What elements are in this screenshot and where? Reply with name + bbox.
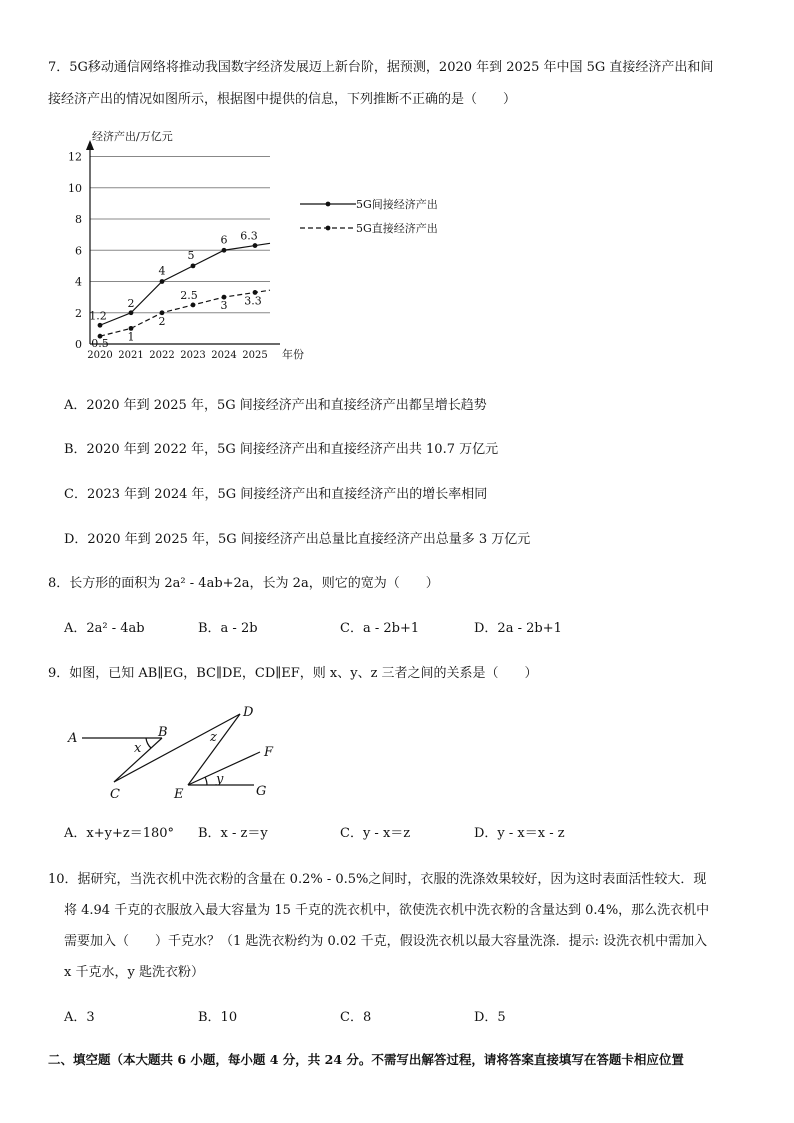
data-label: 3.3 — [244, 294, 262, 308]
line-de — [188, 714, 240, 785]
q10-stem-line3: 需要加入（ ）千克水？（1 匙洗衣粉约为 0.02 千克，假设洗衣机以最大容量洗涤．提示: 设洗衣机中需加入 — [64, 934, 708, 949]
data-point — [253, 243, 258, 248]
legend-label: 5G间接经济产出 — [356, 198, 438, 211]
q7-option-b[interactable]: B．2020 年到 2022 年，5G 间接经济产出和直接经济产出共 10.7 万亿元 — [64, 442, 499, 457]
q8-option-c[interactable]: C．a - 2b+1 — [340, 621, 420, 636]
x-tick-label: 2021 — [118, 350, 144, 361]
y-tick-label: 2 — [75, 306, 82, 320]
legend-marker — [326, 226, 331, 231]
data-label: 4 — [158, 264, 166, 278]
angle-x-arc — [146, 738, 151, 748]
q7-option-d[interactable]: D．2020 年到 2025 年，5G 间接经济产出总量比直接经济产出总量多 3 万亿元 — [64, 532, 531, 547]
y-tick-label: 10 — [68, 181, 82, 195]
data-label: 1 — [127, 330, 135, 344]
q9-stem: 9．如图，已知 AB∥EG，BC∥DE，CD∥EF，则 x、y、z 三者之间的关系是（ ） — [48, 666, 538, 681]
data-label: 0.5 — [91, 337, 109, 351]
q10-stem-line1: 10．据研究，当洗衣机中洗衣粉的含量在 0.2% - 0.5%之间时，衣服的洗涤效果较好，因为这时表面活性较大．现 — [48, 872, 707, 887]
x-tick-label: 2024 — [211, 350, 237, 361]
chart-labels — [68, 129, 304, 361]
x-tick-label: 2023 — [180, 350, 206, 361]
q8-stem: 8．长方形的面积为 2a² - 4ab+2a，长为 2a，则它的宽为（ ） — [48, 576, 439, 591]
data-label: 1.2 — [89, 309, 107, 323]
q8-option-a[interactable]: A．2a² - 4ab — [64, 621, 145, 636]
q10-stem-line4: x 千克水，y 匙洗衣粉） — [64, 965, 204, 980]
y-axis-label: 经济产出/万亿元 — [92, 130, 173, 143]
data-point — [191, 263, 196, 268]
y-tick-label: 12 — [68, 150, 82, 164]
q9-option-a[interactable]: A．x+y+z＝180° — [64, 826, 175, 841]
q10-option-b[interactable]: B．10 — [198, 1010, 238, 1025]
angle-y-arc — [205, 777, 207, 785]
label-a: A — [68, 731, 78, 746]
label-b: B — [158, 725, 168, 740]
q10-option-d[interactable]: D．5 — [474, 1010, 506, 1025]
legend-marker — [326, 202, 331, 207]
label-g: G — [256, 784, 267, 799]
q7-option-a[interactable]: A．2020 年到 2025 年，5G 间接经济产出和直接经济产出都呈增长趋势 — [64, 398, 487, 413]
y-tick-label: 0 — [75, 338, 82, 351]
data-label: 2 — [158, 314, 166, 328]
q9-figure — [64, 702, 304, 802]
line-ef — [188, 752, 260, 785]
x-tick-label: 2022 — [149, 350, 175, 361]
data-label: 2 — [127, 296, 135, 310]
label-c: C — [110, 787, 120, 802]
label-e: E — [174, 787, 184, 802]
data-label: 2.5 — [180, 288, 198, 302]
q7-option-c[interactable]: C．2023 年到 2024 年，5G 间接经济产出和直接经济产出的增长率相同 — [64, 487, 488, 502]
q10-option-a[interactable]: A．3 — [64, 1010, 95, 1025]
y-tick-label: 6 — [75, 244, 82, 258]
q9-option-c[interactable]: C．y - x＝z — [340, 826, 411, 841]
data-point — [129, 310, 134, 315]
q7-stem-line2: 接经济产出的情况如图所示，根据图中提供的信息，下列推断不正确的是（ ） — [48, 92, 517, 107]
data-label: 5 — [187, 248, 195, 262]
data-label: 3 — [220, 299, 228, 313]
q7-stem-line1: 7．5G移动通信网络将推动我国数字经济发展迈上新台阶，据预测，2020 年到 2025 年中国 5G 直接经济产出和间 — [48, 60, 714, 75]
data-label: 6.3 — [240, 229, 258, 243]
legend-label: 5G直接经济产出 — [356, 222, 438, 235]
q9-option-d[interactable]: D．y - x＝x - z — [474, 826, 565, 841]
y-tick-label: 8 — [75, 213, 82, 226]
data-point — [98, 323, 103, 328]
label-d: D — [243, 705, 254, 720]
data-label: 6 — [220, 233, 228, 247]
y-tick-label: 4 — [75, 275, 82, 289]
data-point — [191, 303, 196, 308]
q10-option-c[interactable]: C．8 — [340, 1010, 372, 1025]
chart-legend — [300, 197, 438, 235]
line-chart — [60, 128, 480, 368]
q9-option-b[interactable]: B．x - z＝y — [198, 826, 268, 841]
x-tick-label: 2020 — [87, 350, 113, 361]
q8-option-d[interactable]: D．2a - 2b+1 — [474, 621, 562, 636]
x-tick-label: 2025 — [242, 350, 268, 361]
label-f: F — [264, 745, 274, 760]
label-z: z — [210, 730, 217, 745]
data-point — [160, 279, 165, 284]
label-x: x — [134, 741, 142, 756]
q8-option-b[interactable]: B．a - 2b — [198, 621, 258, 636]
label-y: y — [216, 772, 224, 787]
x-axis-label: 年份 — [282, 348, 304, 361]
q10-stem-line2: 将 4.94 千克的衣服放入最大容量为 15 千克的洗衣机中，欲使洗衣机中洗衣粉的含量达到 0.4%，那么洗衣机中 — [64, 903, 710, 918]
section2-heading: 二、填空题（本大题共 6 小题，每小题 4 分，共 24 分。不需写出解答过程，请将答案直接填写在答题卡相应位置 — [48, 1052, 684, 1067]
data-point — [222, 248, 227, 253]
